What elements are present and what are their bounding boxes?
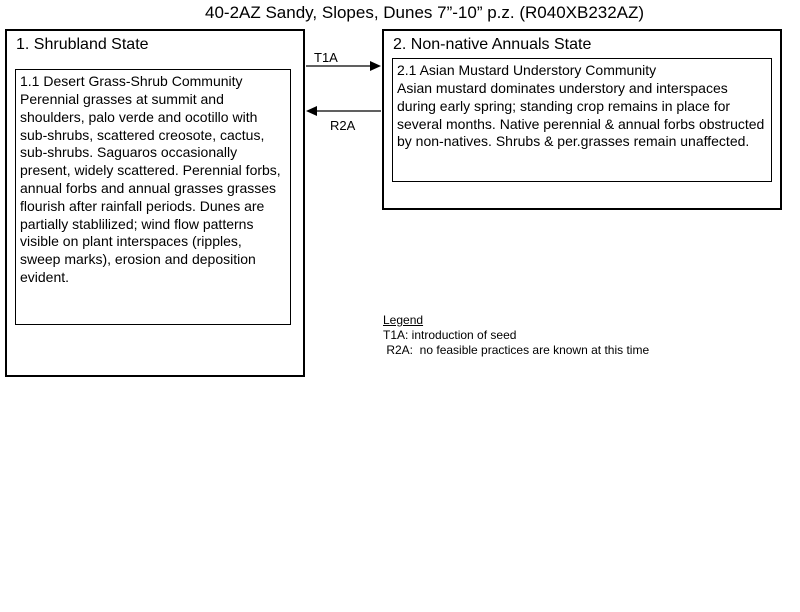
diagram-title: 40-2AZ Sandy, Slopes, Dunes 7”-10” p.z. (R040XB232AZ) (205, 3, 645, 22)
state-title-shrubland: 1. Shrubland State (16, 36, 149, 53)
legend-item-t1a: T1A: introduction of seed (383, 328, 517, 342)
transition-label-t1a: T1A (314, 50, 338, 65)
state-title-non-native-annuals: 2. Non-native Annuals State (393, 36, 592, 53)
arrowhead-right-icon (370, 61, 381, 71)
community-description-asian-mustard: Asian mustard dominates understory and interspaces during early spring; standing crop remains in place for several months. Native perennial & annual forbs obstructed by non-natives. Shrubs & per.grasses remain unaffected. (397, 80, 765, 150)
community-title-asian-mustard: 2.1 Asian Mustard Understory Community (397, 62, 657, 78)
community-title-desert-grass-shrub: 1.1 Desert Grass-Shrub Community (20, 73, 243, 89)
community-description-desert-grass-shrub: Perennial grasses at summit and shoulders, palo verde and ocotillo with sub-shrubs, scattered creosote, cactus, sub-shrubs. Saguaros occasionally present, widely scattered. Perennial forbs, annual forbs and annual grasses grasses flourish after rainfall periods. Dunes are partially stablilized; wind flow patterns visible on plant interspaces (ripples, sweep marks), erosion and deposition evident. (20, 91, 281, 285)
legend (383, 313, 649, 358)
legend-item-r2a: R2A: no feasible practices are known at this time (383, 343, 650, 357)
legend-heading: Legend (383, 313, 424, 327)
arrowhead-left-icon (306, 106, 317, 116)
transition-label-r2a: R2A (330, 118, 356, 133)
